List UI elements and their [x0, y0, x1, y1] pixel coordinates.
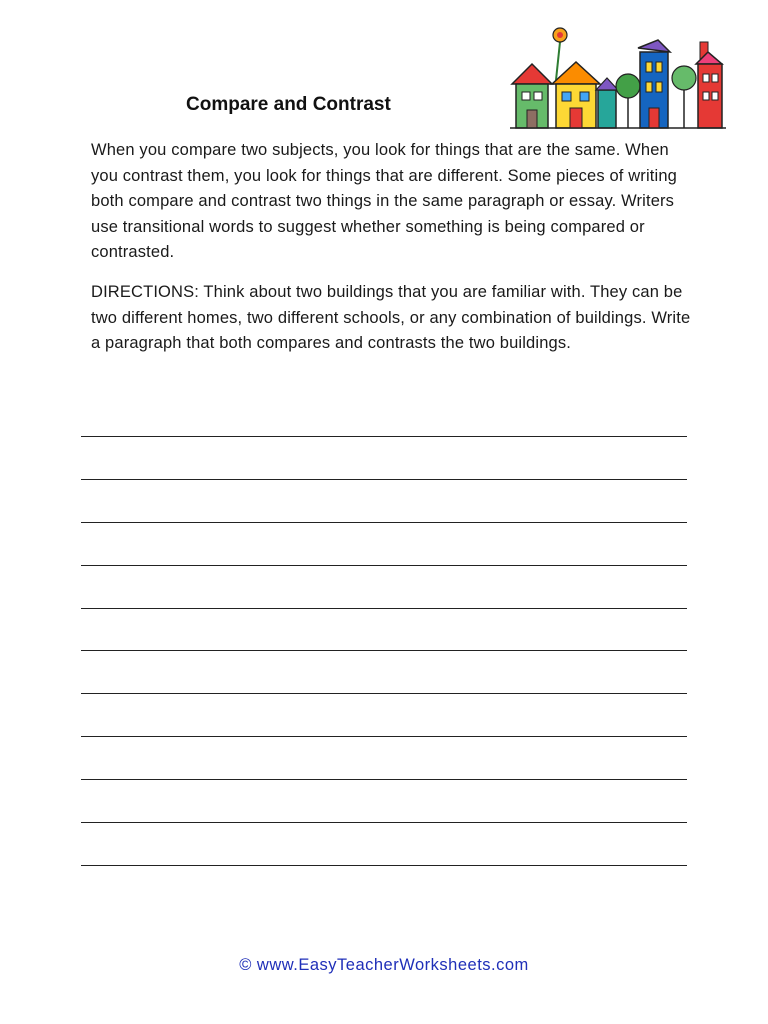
writing-line[interactable]	[81, 479, 687, 522]
writing-line[interactable]	[81, 779, 687, 822]
writing-line[interactable]	[81, 693, 687, 736]
footer-copyright: © www.EasyTeacherWorksheets.com	[239, 956, 529, 974]
writing-lines[interactable]	[81, 436, 687, 908]
houses-illustration	[508, 22, 728, 134]
directions-paragraph: DIRECTIONS: Think about two buildings that you are familiar with. They can be two different homes, two different schools, or any combination of buildings. Write a paragraph that both compares and contrasts the two buildings.	[91, 283, 691, 352]
intro-paragraph: When you compare two subjects, you look for things that are the same. When you contrast them, you look for things that are different. Some pieces of writing both compare and contrast two things in the same paragraph or essay. Writers use transitional words to suggest whether something is being compared or contrasted.	[91, 141, 677, 261]
writing-line[interactable]	[81, 565, 687, 608]
writing-line[interactable]	[81, 522, 687, 565]
writing-line[interactable]	[81, 608, 687, 651]
writing-line[interactable]	[81, 736, 687, 779]
writing-line[interactable]	[81, 822, 687, 865]
writing-line[interactable]	[81, 865, 687, 908]
writing-line[interactable]	[81, 436, 687, 479]
writing-line[interactable]	[81, 650, 687, 693]
worksheet-title: Compare and Contrast	[186, 94, 391, 115]
